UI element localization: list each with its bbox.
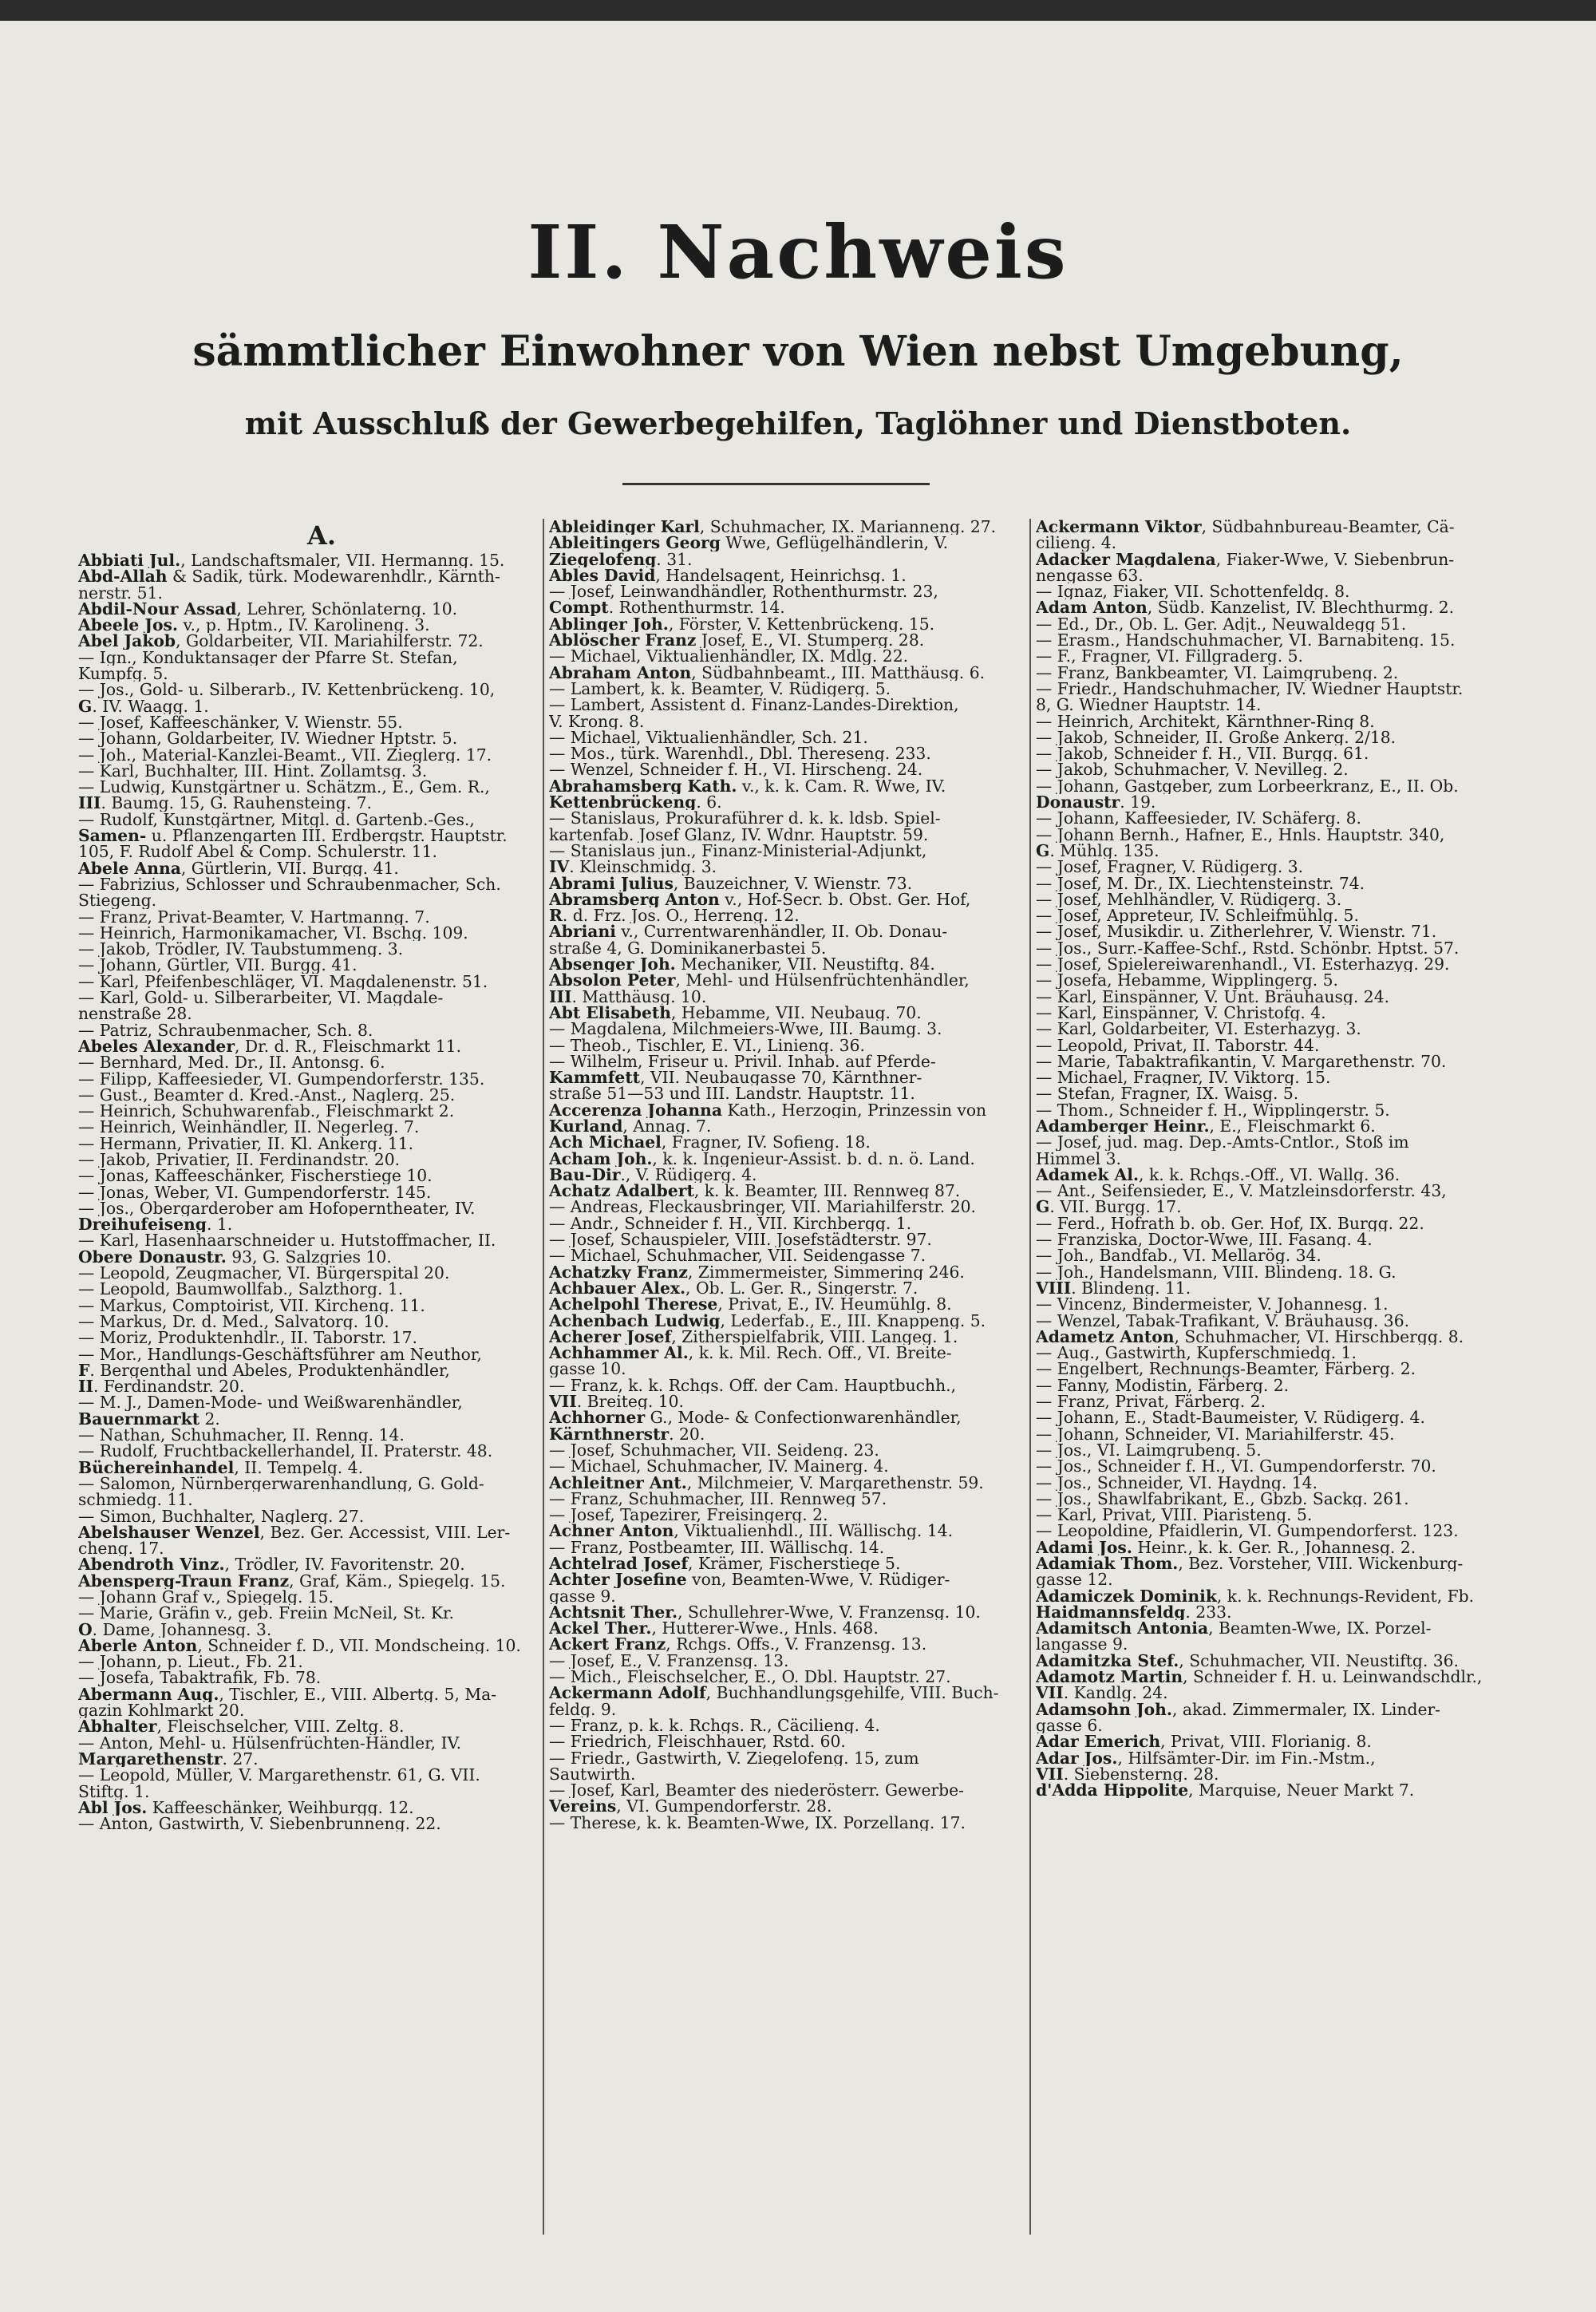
directory-entry: Büchereinhandel, II. Tempelg. 4. — [78, 1459, 364, 1476]
directory-entry: — Nathan, Schuhmacher, II. Renng. 14. — [78, 1427, 405, 1444]
directory-entry: Abermann Aug., Tischler, E., VIII. Albertg. 5, Ma- — [78, 1686, 497, 1703]
directory-entry: straße 4, G. Dominikanerbastei 5. — [549, 939, 827, 957]
directory-entry: Abele Anna, Gürtlerin, VII. Burgg. 41. — [78, 860, 399, 876]
page-subtitle: sämmtlicher Einwohner von Wien nebst Umgebung, — [192, 327, 1404, 376]
directory-entry: Ackermann Adolf, Buchhandlungsgehilfe, VIII. Buch- — [549, 1685, 999, 1701]
directory-entry: — Stanislaus jun., Finanz-Ministerial-Adjunkt, — [549, 842, 927, 860]
directory-entry: Abeles Alexander, Dr. d. R., Fleischmarkt 11. — [78, 1037, 462, 1055]
directory-entry: — Friedrich, Fleischhauer, Rstd. 60. — [549, 1733, 846, 1750]
directory-entry: — Josef, jud. mag. Dep.-Amts-Cntlor., Stoß im — [1036, 1134, 1409, 1151]
directory-entry: Adam Anton, Südb. Kanzelist, IV. Blechthurmg. 2. — [1036, 599, 1455, 616]
directory-entry: — Erasm., Handschuhmacher, VI. Barnabiteng. 15. — [1036, 632, 1456, 649]
directory-entry: — Michael, Schuhmacher, VII. Seidengasse 7. — [549, 1247, 926, 1264]
directory-entry: — Johann, Kaffeesieder, IV. Schäferg. 8. — [1036, 810, 1361, 827]
directory-entry: VII. Breiteg. 10. — [549, 1393, 684, 1410]
directory-entry: VII. Kandlg. 24. — [1036, 1685, 1168, 1701]
directory-entry: G. IV. Waagg. 1. — [78, 698, 209, 714]
directory-entry: Ziegelofeng. 31. — [549, 551, 693, 567]
directory-entry: — Joh., Material-Kanzlei-Beamt., VII. Zieglerg. 17. — [78, 746, 492, 763]
directory-entry: — Mos., türk. Warenhdl., Dbl. Thereseng. 233. — [549, 745, 931, 762]
directory-entry: Adami Jos. Heinr., k. k. Ger. R., Johannesg. 2. — [1036, 1539, 1416, 1555]
directory-entry: Abdil-Nour Assad, Lehrer, Schönlaterng. 10. — [78, 600, 458, 618]
directory-entry: — Josef, Kaffeeschänker, V. Wienstr. 55. — [78, 713, 403, 731]
directory-entry: d'Adda Hippolite, Marquise, Neuer Markt 7. — [1036, 1782, 1415, 1799]
directory-entry: straße 51—53 und III. Landstr. Hauptstr. 11. — [549, 1085, 915, 1102]
directory-entry: — Stanislaus, Prokuraführer d. k. k. ldsb. Spiel- — [549, 810, 941, 827]
directory-entry: Adamitsch Antonia, Beamten-Wwe, IX. Porzel- — [1036, 1620, 1432, 1637]
directory-entry: Ackert Franz, Rchgs. Offs., V. Franzensg. 13. — [549, 1636, 927, 1653]
directory-entry: Abt Elisabeth, Hebamme, VII. Neubaug. 70. — [549, 1004, 922, 1022]
directory-entry: Adamek Al., k. k. Rchgs.-Off., VI. Wallg. 36. — [1036, 1166, 1400, 1184]
directory-entry: — Leopoldine, Pfaidlerin, VI. Gumpendorferst. 123. — [1036, 1523, 1459, 1539]
directory-entry: — Jakob, Trödler, IV. Taubstummeng. 3. — [78, 941, 404, 958]
directory-entry: — Ludwig, Kunstgärtner u. Schätzm., E., Gem. R., — [78, 779, 490, 796]
directory-entry: — Jos., Schneider, VI. Haydng. 14. — [1036, 1474, 1317, 1491]
directory-entry: Kettenbrückeng. 6. — [549, 794, 722, 811]
directory-entry: — Anton, Gastwirth, V. Siebenbrunneng. 22. — [78, 1816, 441, 1832]
directory-entry: gasse 6. — [1036, 1717, 1103, 1734]
directory-entry: — Heinrich, Schuhwarenfab., Fleischmarkt 2. — [78, 1103, 455, 1120]
directory-entry: Abelshauser Wenzel, Bez. Ger. Accessist, VIII. Ler- — [78, 1524, 511, 1541]
directory-entry: — Friedr., Gastwirth, V. Ziegelofeng. 15, zum — [549, 1749, 919, 1766]
column-2 — [549, 519, 1036, 2243]
directory-entry: Ablinger Joh., Förster, V. Kettenbrückeng. 15. — [549, 615, 935, 633]
directory-entry: — Magdalena, Milchmeiers-Wwe, III. Baumg. 3. — [549, 1021, 942, 1037]
directory-entry: cheng. 17. — [78, 1540, 164, 1557]
directory-entry: — Heinrich, Architekt, Kärnthner-Ring 8. — [1036, 713, 1375, 729]
directory-entry: — Josef, Musikdir. u. Zitherlehrer, V. Wienstr. 71. — [1036, 923, 1437, 940]
directory-entry: Sautwirth. — [549, 1765, 636, 1783]
directory-entry: — Heinrich, Weinhändler, II. Negerleg. 7. — [78, 1119, 420, 1136]
directory-entry: — Ant., Seifensieder, E., V. Matzleinsdorferstr. 43, — [1036, 1183, 1447, 1199]
directory-entry: — Stefan, Fragner, IX. Waisg. 5. — [1036, 1085, 1299, 1102]
directory-entry: G. Mühlg. 135. — [1036, 842, 1159, 860]
directory-entry: — Bernhard, Med. Dr., II. Antonsg. 6. — [78, 1054, 385, 1071]
directory-entry: Ackel Ther., Hutterer-Wwe., Hnls. 468. — [549, 1620, 879, 1637]
directory-entry: Adamitzka Stef., Schuhmacher, VII. Neustiftg. 36. — [1036, 1652, 1459, 1670]
directory-entry: Adar Jos., Hilfsämter-Dir. im Fin.-Mstm., — [1036, 1749, 1376, 1766]
directory-entry: — Friedr., Handschuhmacher, IV. Wiedner Hauptstr. — [1036, 680, 1464, 698]
directory-entry: Dreihufeiseng. 1. — [78, 1216, 233, 1233]
directory-entry: O. Dame, Johannesg. 3. — [78, 1621, 272, 1638]
directory-entry: Adamiczek Dominik, k. k. Rechnungs-Revident, Fb. — [1036, 1587, 1475, 1604]
directory-entry: — Jos., Surr.-Kaffee-Schf., Rstd. Schönbr. Hptst. 57. — [1036, 939, 1460, 957]
directory-entry: — Johann, Schneider, VI. Mariahilferstr. 45. — [1036, 1425, 1395, 1442]
directory-entry: Bau-Dir., V. Rüdigerg. 4. — [549, 1166, 757, 1184]
directory-entry: — Josef, Schuhmacher, VII. Seideng. 23. — [549, 1441, 879, 1459]
directory-entry: — Rudolf, Fruchtbackellerhandel, II. Praterstr. 48. — [78, 1443, 493, 1460]
directory-entry: Abendroth Vinz., Trödler, IV. Favoritenstr. 20. — [78, 1556, 465, 1573]
directory-entry: — Lambert, Assistent d. Finanz-Landes-Direktion, — [549, 697, 959, 713]
directory-entry: — Karl, Gold- u. Silberarbeiter, VI. Magdale- — [78, 990, 444, 1006]
directory-entry: — Mor., Handlungs-Geschäftsführer am Neuthor, — [78, 1346, 482, 1362]
directory-entry: — Moriz, Produktenhdlr., II. Taborstr. 17. — [78, 1330, 417, 1346]
directory-entry: Achhammer Al., k. k. Mil. Rech. Off., VI. Breite- — [549, 1345, 952, 1362]
directory-entry: — Ferd., Hofrath b. ob. Ger. Hof, IX. Burgg. 22. — [1036, 1215, 1424, 1232]
directory-entry: — Michael, Viktualienhändler, IX. Mdlg. 22. — [549, 648, 909, 665]
directory-entry: Ach Michael, Fragner, IV. Sofieng. 18. — [549, 1134, 871, 1151]
directory-entry: — Leopold, Zeugmacher, VI. Bürgerspital 20. — [78, 1265, 450, 1282]
directory-entry: Ableidinger Karl, Schuhmacher, IX. Marianneng. 27. — [549, 519, 997, 536]
directory-entry: — Jonas, Weber, VI. Gumpendorferstr. 145. — [78, 1184, 432, 1200]
directory-entry: Abhalter, Fleischselcher, VIII. Zeltg. 8. — [78, 1718, 405, 1735]
page-title: II. Nachweis — [527, 209, 1069, 295]
directory-entry: — Andr., Schneider f. H., VII. Kirchbergg. 1. — [549, 1215, 912, 1232]
directory-entry: — Theob., Tischler, E. VI., Linieng. 36. — [549, 1037, 865, 1053]
directory-entry: — Karl, Einspänner, V. Christofg. 4. — [1036, 1004, 1326, 1022]
directory-entry: Aberle Anton, Schneider f. D., VII. Mondscheing. 10. — [78, 1637, 521, 1654]
directory-entry: — Johann, p. Lieut., Fb. 21. — [78, 1654, 303, 1670]
directory-entry: Compt. Rothenthurmstr. 14. — [549, 599, 785, 616]
directory-entry: — Filipp, Kaffeesieder, VI. Gumpendorferstr. 135. — [78, 1070, 485, 1087]
directory-entry: G. VII. Burgg. 17. — [1036, 1199, 1182, 1215]
directory-entry: — Franz, Postbeamter, III. Wällischg. 14. — [549, 1539, 885, 1555]
directory-entry: Adacker Magdalena, Fiaker-Wwe, V. Siebenbrun- — [1036, 551, 1455, 567]
directory-entry: — Leopold, Müller, V. Margarethenstr. 61, G. VII. — [78, 1767, 480, 1784]
directory-entry: Kärnthnerstr. 20. — [549, 1425, 705, 1442]
directory-entry: Abriani v., Currentwarenhändler, II. Ob. Donau- — [549, 923, 948, 940]
directory-entry: — Joh., Handelsmann, VIII. Blindeng. 18. G. — [1036, 1263, 1396, 1280]
directory-entry: III. Baumg. 15, G. Rauhensteing. 7. — [78, 795, 372, 812]
directory-entry: — Josef, Schauspieler, VIII. Josefstädterstr. 97. — [549, 1231, 932, 1248]
directory-entry: — Jos., VI. Laimgrubeng. 5. — [1036, 1441, 1262, 1459]
directory-entry: — Johann Graf v., Spiegelg. 15. — [78, 1589, 334, 1606]
directory-entry: — Jos., Schneider f. H., VI. Gumpendorferstr. 70. — [1036, 1458, 1436, 1475]
directory-entry: — Jakob, Privatier, II. Ferdinandstr. 20. — [78, 1151, 401, 1168]
directory-entry: Abensperg-Traun Franz, Graf, Käm., Spiegelg. 15. — [78, 1572, 506, 1589]
directory-entry: Ablöscher Franz Josef, E., VI. Stumperg. 28. — [549, 632, 925, 649]
directory-entry: VII. Siebensterng. 28. — [1036, 1765, 1219, 1783]
directory-entry: — Ign., Konduktansager der Pfarre St. Stefan, — [78, 649, 458, 666]
directory-entry: — Lambert, k. k. Beamter, V. Rüdigerg. 5. — [549, 680, 891, 698]
directory-entry: Achtsnit Ther., Schullehrer-Wwe, V. Franzensg. 10. — [549, 1603, 981, 1621]
directory-entry: Abd-Allah & Sadik, türk. Modewarenhdlr., Kärnth- — [78, 568, 500, 585]
directory-entry: — Josefa, Tabaktrafik, Fb. 78. — [78, 1670, 322, 1686]
directory-entry: — Fanny, Modistin, Färberg. 2. — [1036, 1377, 1290, 1394]
directory-entry: Achtelrad Josef, Krämer, Fischerstiege 5. — [549, 1555, 901, 1572]
directory-entry: — Karl, Hasenhaarschneider u. Hutstoffmacher, II. — [78, 1232, 496, 1249]
directory-entry: Obere Donaustr. 93, G. Salzgries 10. — [78, 1248, 392, 1266]
directory-entry: — Jonas, Kaffeeschänker, Fischerstiege 10. — [78, 1168, 433, 1184]
directory-entry: Haidmannsfeldg. 233. — [1036, 1603, 1232, 1621]
directory-entry: — Jakob, Schneider f. H., VII. Burgg. 61. — [1036, 745, 1369, 762]
directory-entry: Abl Jos. Kaffeeschänker, Weihburgg. 12. — [78, 1799, 414, 1816]
directory-entry: — Andreas, Fleckausbringer, VII. Mariahilferstr. 20. — [549, 1199, 976, 1215]
directory-entry: — Franz, Schuhmacher, III. Rennweg 57. — [549, 1490, 887, 1508]
directory-entry: — Gust., Beamter d. Kred.-Anst., Naglerg. 25. — [78, 1086, 456, 1104]
directory-entry: Abel Jakob, Goldarbeiter, VII. Mariahilferstr. 72. — [78, 633, 484, 650]
directory-entry: Samen- u. Pflanzengarten III. Erdbergstr. Hauptstr. — [78, 828, 508, 844]
directory-entry: Ableitingers Georg Wwe, Geflügelhändlerin, V. — [549, 535, 949, 551]
directory-entry: V. Krong. 8. — [549, 713, 645, 729]
directory-entry: Abramsberg Anton v., Hof-Secr. b. Obst. Ger. Hof, — [549, 891, 971, 908]
directory-entry: — Josef, Mehlhändler, V. Rüdigerg. 3. — [1036, 891, 1342, 908]
directory-entry: — Franz, Privat, Färberg. 2. — [1036, 1393, 1266, 1410]
directory-entry: gasse 12. — [1036, 1571, 1113, 1588]
directory-entry: — Marie, Tabaktrafikantin, V. Margarethenstr. 70. — [1036, 1053, 1447, 1070]
directory-entry: — Ignaz, Fiaker, VII. Schottenfeldg. 8. — [1036, 583, 1350, 600]
directory-entry: Achner Anton, Viktualienhdl., III. Wällischg. 14. — [549, 1523, 954, 1539]
directory-entry: — Salomon, Nürnbergerwarenhandlung, G. Gold- — [78, 1475, 484, 1492]
directory-entry: VIII. Blindeng. 11. — [1036, 1279, 1191, 1297]
directory-entry: — M. J., Damen-Mode- und Weißwarenhändler, — [78, 1394, 463, 1411]
directory-entry: — Karl, Buchhalter, III. Hint. Zollamtsg. 3. — [78, 762, 428, 780]
directory-entry: 105, F. Rudolf Abel & Comp. Schulerstr. 11. — [78, 844, 438, 860]
directory-entry: Achenbach Ludwig, Lederfab., E., III. Knappeng. 5. — [549, 1312, 986, 1329]
directory-entry: Acham Joh., k. k. Ingenieur-Assist. b. d. n. ö. Land. — [549, 1150, 975, 1167]
directory-entry: schmiedg. 11. — [78, 1492, 193, 1508]
directory-entry: langasse 9. — [1036, 1636, 1128, 1653]
directory-entry: — Josef, Appreteur, IV. Schleifmühlg. 5. — [1036, 907, 1359, 924]
directory-entry: — Wenzel, Tabak-Trafikant, V. Bräuhausg. 36. — [1036, 1312, 1410, 1329]
directory-entry: — Karl, Einspänner, V. Unt. Bräuhausg. 24. — [1036, 988, 1390, 1005]
directory-entry: — Karl, Goldarbeiter, VI. Esterhazyg. 3. — [1036, 1021, 1361, 1037]
directory-entry: — Markus, Comptoirist, VII. Kircheng. 11. — [78, 1297, 425, 1314]
directory-entry: Ables David, Handelsagent, Heinrichsg. 1. — [549, 567, 907, 584]
directory-entry: Achelpohl Therese, Privat, E., IV. Heumühlg. 8. — [549, 1296, 952, 1313]
directory-entry: Absolon Peter, Mehl- und Hülsenfrüchtenhändler, — [549, 972, 970, 989]
directory-entry: — Karl, Privat, VIII. Piaristeng. 5. — [1036, 1507, 1313, 1524]
column-3 — [1036, 519, 1515, 2243]
directory-entry: — Josef, E., V. Franzensg. 13. — [549, 1652, 789, 1670]
directory-entry: Achbauer Alex., Ob. L. Ger. R., Singerstr. 7. — [549, 1279, 918, 1297]
directory-entry: — Anton, Mehl- u. Hülsenfrüchten-Händler, IV. — [78, 1734, 462, 1751]
directory-entry: Kammfett, VII. Neubaugasse 70, Kärnthner- — [549, 1069, 922, 1086]
directory-entry: — Engelbert, Rechnungs-Beamter, Färberg. 2. — [1036, 1361, 1416, 1377]
directory-entry: Stiegeng. — [78, 892, 157, 909]
directory-entry: — Franz, Privat-Beamter, V. Hartmanng. 7. — [78, 908, 430, 925]
column-1 — [78, 519, 565, 2243]
directory-entry: — Johann, Gürtler, VII. Burgg. 41. — [78, 957, 358, 974]
directory-entry: Adamiak Thom., Bez. Vorsteher, VIII. Wickenburg- — [1036, 1555, 1464, 1572]
directory-entry: Bauernmarkt 2. — [78, 1410, 220, 1428]
directory-entry: gasse 10. — [549, 1361, 626, 1377]
directory-entry: nengasse 63. — [1036, 567, 1144, 584]
directory-entry: — Michael, Schuhmacher, IV. Mainerg. 4. — [549, 1458, 889, 1475]
directory-entry: — Josef, M. Dr., IX. Liechtensteinstr. 74. — [1036, 875, 1365, 891]
directory-entry: Absenger Joh. Mechaniker, VII. Neustiftg. 84. — [549, 956, 935, 973]
directory-entry: — Fabrizius, Schlosser und Schraubenmacher, Sch. — [78, 875, 501, 893]
directory-entry: — Franz, p. k. k. Rchgs. R., Cäcilieng. 4. — [549, 1717, 880, 1734]
directory-entry: feldg. 9. — [549, 1701, 617, 1717]
directory-entry: — Leopold, Privat, II. Taborstr. 44. — [1036, 1037, 1320, 1053]
directory-entry: 8, G. Wiedner Hauptstr. 14. — [1036, 697, 1262, 713]
directory-entry: — Josef, Tapezirer, Freisingerg. 2. — [549, 1507, 828, 1524]
directory-entry: Ackermann Viktor, Südbahnbureau-Beamter, Cä- — [1036, 519, 1455, 536]
directory-entry: — Heinrich, Harmonikamacher, VI. Bschg. 109. — [78, 924, 468, 942]
directory-entry: — Jos., Shawlfabrikant, E., Gbzb. Sackg. 261. — [1036, 1490, 1409, 1508]
directory-entry: — Michael, Fragner, IV. Viktorg. 15. — [1036, 1069, 1331, 1086]
directory-entry: nenstraße 28. — [78, 1006, 192, 1022]
directory-entry: II. Ferdinandstr. 20. — [78, 1378, 245, 1395]
section-letter: A. — [307, 520, 336, 551]
directory-entry: — Josef, Spielereiwarenhandl., VI. Esterhazyg. 29. — [1036, 956, 1450, 973]
directory-entry: — Franz, Bankbeamter, VI. Laimgrubeng. 2. — [1036, 664, 1399, 681]
directory-entry: Donaustr. 19. — [1036, 794, 1156, 811]
directory-entry: Achatz Adalbert, k. k. Beamter, III. Rennweg 87. — [549, 1183, 961, 1199]
directory-entry: Acherer Josef, Zitherspielfabrik, VIII. Langeg. 1. — [549, 1328, 958, 1346]
directory-entry: III. Matthäusg. 10. — [549, 988, 707, 1005]
directory-entry: Achatzky Franz, Zimmermeister, Simmering 246. — [549, 1263, 965, 1280]
directory-entry: Abraham Anton, Südbahnbeamt., III. Matthäusg. 6. — [549, 664, 986, 681]
directory-entry: cilieng. 4. — [1036, 535, 1117, 551]
scan-top-edge — [0, 0, 1596, 21]
directory-entry: Adamotz Martin, Schneider f. H. u. Leinwandschdlr., — [1036, 1669, 1483, 1686]
directory-entry: gasse 9. — [549, 1587, 616, 1604]
title-rule — [622, 483, 930, 485]
page-subtitle-2: mit Ausschluß der Gewerbegehilfen, Taglöhner und Dienstboten. — [244, 405, 1352, 441]
directory-entry: — Aug., Gastwirth, Kupferschmiedg. 1. — [1036, 1345, 1357, 1362]
directory-entry: nerstr. 51. — [78, 584, 163, 601]
directory-entry: — Vincenz, Bindermeister, V. Johannesg. 1. — [1036, 1296, 1389, 1313]
directory-entry: — Marie, Gräfin v., geb. Freiin McNeil, St. Kr. — [78, 1605, 454, 1622]
directory-entry: — Johann, E., Stadt-Baumeister, V. Rüdigerg. 4. — [1036, 1409, 1425, 1426]
directory-entry: — Hermann, Privatier, II. Kl. Ankerg. 11. — [78, 1135, 414, 1152]
directory-entry: Accerenza Johanna Kath., Herzogin, Prinzessin von — [549, 1101, 987, 1118]
directory-entry: — Josef, Leinwandhändler, Rothenthurmstr. 23, — [549, 583, 938, 600]
directory-entry: — Johann, Gastgeber, zum Lorbeerkranz, E., II. Ob. — [1036, 777, 1459, 795]
directory-entry: Kumpfg. 5. — [78, 666, 168, 682]
directory-entry: — Jos., Obergarderober am Hofoperntheater, IV. — [78, 1199, 476, 1217]
directory-entry: — Johann Bernh., Hafner, E., Hnls. Hauptstr. 340, — [1036, 826, 1445, 843]
directory-entry: Abrahamsberg Kath. v., k. k. Cam. R. Wwe, IV. — [549, 777, 946, 795]
directory-entry: Abbiati Jul., Landschaftsmaler, VII. Hermanng. 15. — [78, 552, 505, 569]
directory-entry: Adametz Anton, Schuhmacher, VI. Hirschbergg. 8. — [1036, 1328, 1464, 1346]
directory-entry: Kurland, Annag. 7. — [549, 1117, 712, 1135]
directory-entry: Vereins, VI. Gumpendorferstr. 28. — [549, 1798, 832, 1815]
directory-entry: gazin Kohlmarkt 20. — [78, 1702, 245, 1719]
directory-entry: Adamberger Heinr., E., Fleischmarkt 6. — [1036, 1117, 1376, 1135]
directory-entry: — Johann, Goldarbeiter, IV. Wiedner Hptstr. 5. — [78, 730, 458, 747]
directory-entry: — Wilhelm, Friseur u. Privil. Inhab. auf Pferde- — [549, 1053, 936, 1070]
directory-entry: Abeele Jos. v., p. Hptm., IV. Karolineng. 3. — [78, 617, 430, 634]
directory-entry: — Ed., Dr., Ob. L. Ger. Adjt., Neuwaldegg 51. — [1036, 615, 1407, 633]
directory-entry: Achter Josefine von, Beamten-Wwe, V. Rüdiger- — [549, 1571, 950, 1588]
directory-entry: Achleitner Ant., Milchmeier, V. Margarethenstr. 59. — [549, 1474, 984, 1491]
directory-entry: Achhorner G., Mode- & Confectionwarenhändler, — [549, 1409, 962, 1426]
directory-entry: IV. Kleinschmidg. 3. — [549, 859, 717, 875]
directory-entry: — Jakob, Schneider, II. Große Ankerg. 2/18. — [1036, 729, 1396, 746]
directory-entry: — Rudolf, Kunstgärtner, Mitgl. d. Gartenb.-Ges., — [78, 811, 475, 828]
directory-entry: — Leopold, Baumwollfab., Salzthorg. 1. — [78, 1281, 404, 1298]
directory-entry: — Therese, k. k. Beamten-Wwe, IX. Porzellang. 17. — [549, 1814, 966, 1832]
directory-entry: — Patriz, Schraubenmacher, Sch. 8. — [78, 1022, 373, 1038]
directory-entry: — Franziska, Doctor-Wwe, III. Fasang. 4. — [1036, 1231, 1373, 1248]
directory-entry: F. Bergenthal und Abeles, Produktenhändler, — [78, 1362, 450, 1379]
directory-entry: — Karl, Pfeifenbeschläger, VI. Magdalenenstr. 51. — [78, 973, 488, 990]
directory-entry: Himmel 3. — [1036, 1150, 1121, 1167]
directory-entry: Adamsohn Joh., akad. Zimmermaler, IX. Linder- — [1036, 1701, 1440, 1717]
directory-entry: Stiftg. 1. — [78, 1783, 150, 1800]
directory-entry: — Franz, k. k. Rchgs. Off. der Cam. Hauptbuchh., — [549, 1377, 957, 1394]
directory-entry: — Jakob, Schuhmacher, V. Nevilleg. 2. — [1036, 761, 1349, 778]
directory-entry: — F., Fragner, VI. Fillgraderg. 5. — [1036, 648, 1304, 665]
directory-entry: — Markus, Dr. d. Med., Salvatorg. 10. — [78, 1313, 389, 1330]
directory-entry: — Josef, Karl, Beamter des niederösterr. Gewerbe- — [549, 1782, 964, 1799]
directory-entry: Margarethenstr. 27. — [78, 1750, 259, 1768]
directory-entry: Adar Emerich, Privat, VIII. Florianig. 8. — [1036, 1733, 1372, 1750]
directory-entry: — Simon, Buchhalter, Naglerg. 27. — [78, 1508, 365, 1524]
directory-entry: — Mich., Fleischselcher, E., O. Dbl. Hauptstr. 27. — [549, 1669, 951, 1686]
directory-entry: R. d. Frz. Jos. O., Herreng. 12. — [549, 907, 800, 924]
directory-entry: — Jos., Gold- u. Silberarb., IV. Kettenbrückeng. 10, — [78, 682, 496, 698]
directory-entry: — Josefa, Hebamme, Wipplingerg. 5. — [1036, 972, 1338, 989]
directory-entry: — Joh., Bandfab., VI. Mellarög. 34. — [1036, 1247, 1321, 1264]
directory-entry: Abrami Julius, Bauzeichner, V. Wienstr. 73. — [549, 875, 913, 891]
directory-entry: — Thom., Schneider f. H., Wipplingerstr. 5. — [1036, 1101, 1390, 1118]
directory-entry: — Wenzel, Schneider f. H., VI. Hirscheng. 24. — [549, 761, 923, 778]
directory-entry: — Josef, Fragner, V. Rüdigerg. 3. — [1036, 859, 1304, 875]
directory-entry: kartenfab. Josef Glanz, IV. Wdnr. Hauptstr. 59. — [549, 826, 929, 843]
directory-entry: — Michael, Viktualienhändler, Sch. 21. — [549, 729, 868, 746]
